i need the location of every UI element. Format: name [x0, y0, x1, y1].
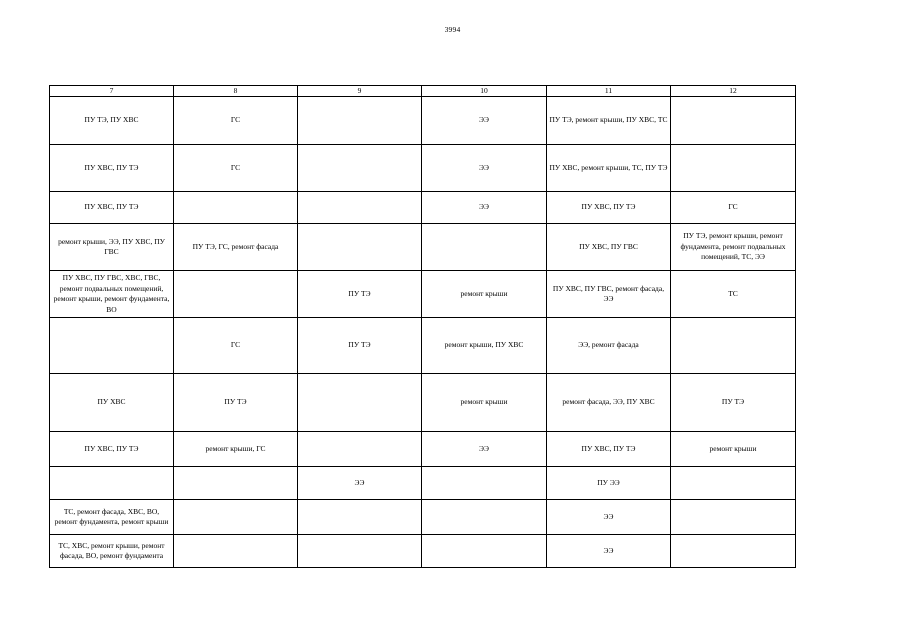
- table-cell: [298, 500, 422, 535]
- table-cell: ГС: [174, 318, 298, 374]
- table-cell: [298, 224, 422, 271]
- table-row: [50, 535, 796, 568]
- table-row: [50, 432, 796, 467]
- table-cell: ремонт крыши: [671, 432, 796, 467]
- table-cell: ПУ ТЭ, ремонт крыши, ПУ ХВС, ТС: [547, 97, 671, 145]
- table-cell: ПУ ХВС, ПУ ТЭ: [547, 192, 671, 224]
- table-cell: ремонт фасада, ЭЭ, ПУ ХВС: [547, 374, 671, 432]
- column-header: 11: [547, 86, 671, 97]
- table-cell: [671, 535, 796, 568]
- table-cell: ЭЭ: [547, 535, 671, 568]
- table-cell: [422, 467, 547, 500]
- table-cell: [298, 432, 422, 467]
- table-cell: ПУ ХВС, ПУ ТЭ: [50, 145, 174, 192]
- table-cell: [174, 467, 298, 500]
- table-cell: [671, 467, 796, 500]
- table-row: [50, 467, 796, 500]
- table-cell: ПУ ТЭ, ПУ ХВС: [50, 97, 174, 145]
- table-cell: ремонт крыши, ЭЭ, ПУ ХВС, ПУ ГВС: [50, 224, 174, 271]
- table-row: [50, 145, 796, 192]
- table-cell: [298, 145, 422, 192]
- table-row: [50, 192, 796, 224]
- table-cell: [298, 535, 422, 568]
- table-cell: ПУ ТЭ, ремонт крыши, ремонт фундамента, ремонт подвальных помещений, ТС, ЭЭ: [671, 224, 796, 271]
- table-cell: ПУ ТЭ: [671, 374, 796, 432]
- table-row: [50, 97, 796, 145]
- table-cell: [422, 500, 547, 535]
- table-cell: ПУ ХВС, ремонт крыши, ТС, ПУ ТЭ: [547, 145, 671, 192]
- data-table: [49, 85, 796, 568]
- table-cell: ПУ ХВС, ПУ ТЭ: [50, 192, 174, 224]
- table-cell: [671, 318, 796, 374]
- table-cell: ЭЭ: [547, 500, 671, 535]
- table-cell: [174, 500, 298, 535]
- table-row: [50, 500, 796, 535]
- column-header: 7: [50, 86, 174, 97]
- table-cell: ПУ ХВС, ПУ ГВС: [547, 224, 671, 271]
- table-cell: ЭЭ: [422, 145, 547, 192]
- table-cell: ТС, ХВС, ремонт крыши, ремонт фасада, ВО, ремонт фундамента: [50, 535, 174, 568]
- table-cell: ЭЭ: [422, 97, 547, 145]
- table-cell: [50, 318, 174, 374]
- table-cell: [298, 192, 422, 224]
- table-row: [50, 374, 796, 432]
- column-header: 9: [298, 86, 422, 97]
- table-cell: [174, 271, 298, 318]
- table-cell: ремонт крыши, ГС: [174, 432, 298, 467]
- table-cell: ЭЭ: [422, 432, 547, 467]
- table-cell: ПУ ХВС, ПУ ГВС, ХВС, ГВС, ремонт подвальных помещений, ремонт крыши, ремонт фундамента, ВО: [50, 271, 174, 318]
- table-cell: [298, 97, 422, 145]
- table-cell: ПУ ТЭ: [174, 374, 298, 432]
- table-cell: ЭЭ, ремонт фасада: [547, 318, 671, 374]
- table-cell: ПУ ХВС, ПУ ТЭ: [547, 432, 671, 467]
- table-row: [50, 318, 796, 374]
- table-cell: ПУ ХВС: [50, 374, 174, 432]
- table-cell: ПУ ТЭ, ГС, ремонт фасада: [174, 224, 298, 271]
- table-cell: [671, 97, 796, 145]
- table-cell: ГС: [174, 145, 298, 192]
- table-cell: [50, 467, 174, 500]
- table-cell: [671, 145, 796, 192]
- table-cell: ТС, ремонт фасада, ХВС, ВО, ремонт фундамента, ремонт крыши: [50, 500, 174, 535]
- table-row: [50, 224, 796, 271]
- table-cell: [422, 535, 547, 568]
- table-cell: [174, 192, 298, 224]
- table-row: [50, 271, 796, 318]
- table-cell: ПУ ЭЭ: [547, 467, 671, 500]
- table-cell: ТС: [671, 271, 796, 318]
- table-cell: ремонт крыши: [422, 374, 547, 432]
- table-cell: ПУ ХВС, ПУ ГВС, ремонт фасада, ЭЭ: [547, 271, 671, 318]
- table-cell: ЭЭ: [298, 467, 422, 500]
- table-cell: [174, 535, 298, 568]
- table-cell: [422, 224, 547, 271]
- table-cell: ремонт крыши: [422, 271, 547, 318]
- table-cell: ЭЭ: [422, 192, 547, 224]
- table-cell: ремонт крыши, ПУ ХВС: [422, 318, 547, 374]
- header-row: [50, 86, 796, 97]
- table-cell: [298, 374, 422, 432]
- column-header: 12: [671, 86, 796, 97]
- table-cell: [671, 500, 796, 535]
- table-cell: ПУ ТЭ: [298, 318, 422, 374]
- column-header: 10: [422, 86, 547, 97]
- table-cell: ГС: [671, 192, 796, 224]
- table-cell: ПУ ХВС, ПУ ТЭ: [50, 432, 174, 467]
- table-cell: ГС: [174, 97, 298, 145]
- column-header: 8: [174, 86, 298, 97]
- table-cell: ПУ ТЭ: [298, 271, 422, 318]
- page-number: 3994: [444, 25, 461, 34]
